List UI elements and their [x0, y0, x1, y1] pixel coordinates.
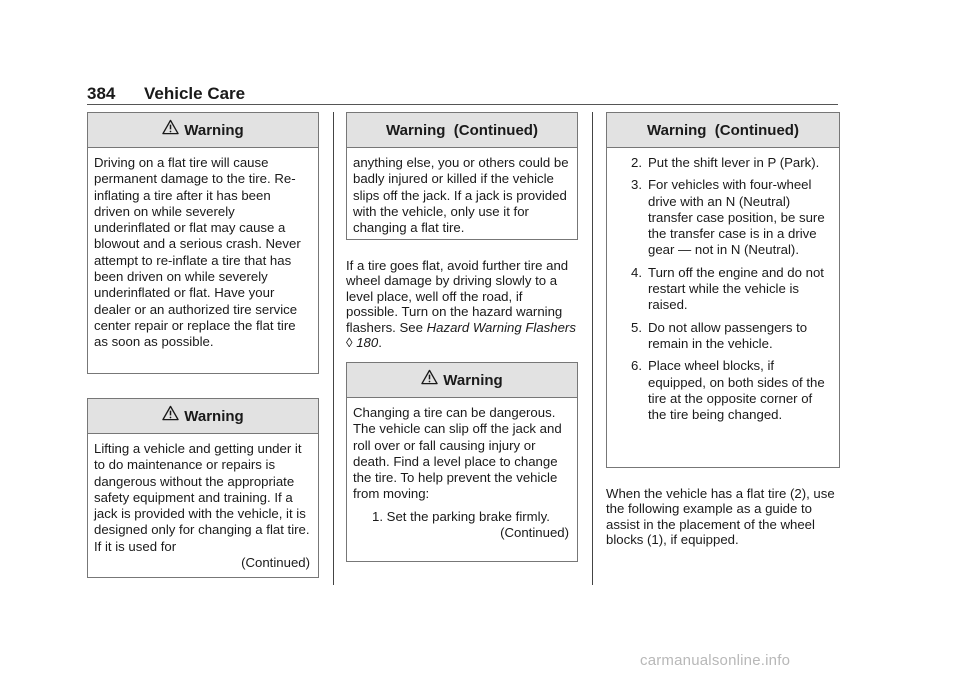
section-title: Vehicle Care	[144, 84, 246, 103]
list-item: 4. Turn off the engine and do not restart while the vehicle is raised.	[631, 264, 824, 313]
warning-box-changing-tire	[346, 362, 578, 562]
watermark: carmanualsonline.info	[640, 652, 791, 669]
page-ref-icon: ◊	[346, 335, 353, 351]
warning-title: Warning	[184, 121, 244, 139]
warning-text: Lifting a vehicle and getting under it to do maintenance or repairs is dangerous without the appropriate safety equipment and training. If a jack is provided with the vehicle, it is designed only for changing a flat tire. If it is used for	[94, 441, 310, 554]
warning-box-lifting	[87, 398, 319, 578]
hazard-flashers-link[interactable]: Hazard Warning Flashers ◊ 180	[346, 319, 576, 351]
paragraph-text: If a tire goes flat, avoid further tire and wheel damage by driving slowly to a level place, well off the road, if possible. Turn on the hazard warning flashers. See	[346, 258, 569, 335]
warning-title: Warning (Continued)	[647, 121, 799, 139]
page-number: 384	[87, 84, 116, 103]
page-header	[87, 82, 838, 105]
list-item: 5. Do not allow passengers to remain in the vehicle.	[631, 319, 808, 351]
step-1: 1. Set the parking brake firmly.	[372, 508, 550, 524]
warning-header	[347, 363, 577, 398]
warning-box-flat-tire	[87, 112, 319, 374]
warning-text: anything else, you or others could be badly injured or killed if the vehicle slips off the jack. If a jack is provided with the vehicle, only use it for changing a flat tire.	[353, 155, 569, 236]
warning-text: Driving on a flat tire will cause permanent damage to the tire. Re-inflating a tire after it has been driven on while severely underinflated or flat may cause a blowout and a serious crash. Never attempt to re-inflate a tire that has been driven on while severely underinflated or flat. Have your dealer or an authorized tire service center repair or replace the flat tire as soon as possible.	[94, 155, 301, 350]
warning-triangle-icon	[421, 369, 438, 385]
list-item: 2. Put the shift lever in P (Park).	[631, 155, 820, 170]
column-divider-1	[333, 112, 334, 585]
warning-title: Warning	[443, 371, 503, 389]
warning-box-continued	[346, 112, 578, 240]
warning-triangle-icon	[162, 405, 179, 421]
warning-header	[88, 113, 318, 148]
list-item: 3. For vehicles with four-wheel drive with an N (Neutral) transfer case position, be sure the transfer case is in a drive gear — not in N (Neutral).	[631, 177, 825, 258]
continued-label: (Continued)	[500, 525, 569, 541]
continued-label: (Continued)	[241, 555, 310, 571]
list-item: 6. Place wheel blocks, if equipped, on both sides of the tire at the opposite corner of the tire being changed.	[631, 358, 825, 423]
warning-header	[88, 399, 318, 434]
warning-triangle-icon	[162, 119, 179, 135]
warning-title: Warning (Continued)	[386, 121, 538, 139]
column-divider-2	[592, 112, 593, 585]
warning-text: Changing a tire can be dangerous. The vehicle can slip off the jack and roll over or fall causing injury or death. Find a level place to change the tire. To help prevent the vehicle from moving:	[353, 405, 562, 502]
flat-tire-paragraph: If a tire goes flat, avoid further tire and wheel damage by driving slowly to a level place, well off the road, if possible. Turn on the hazard warning flashers. See Hazard Warning Flashers ◊ 180.	[346, 258, 576, 351]
paragraph-text: When the vehicle has a flat tire (2), use the following example as a guide to assist in the placement of the wheel blocks (1), if equipped.	[606, 486, 835, 548]
warning-header	[347, 113, 577, 148]
steps-list	[631, 155, 831, 423]
warning-title: Warning	[184, 407, 244, 425]
warning-header	[607, 113, 839, 148]
wheel-blocks-paragraph	[606, 486, 838, 548]
warning-box-steps	[606, 112, 840, 468]
